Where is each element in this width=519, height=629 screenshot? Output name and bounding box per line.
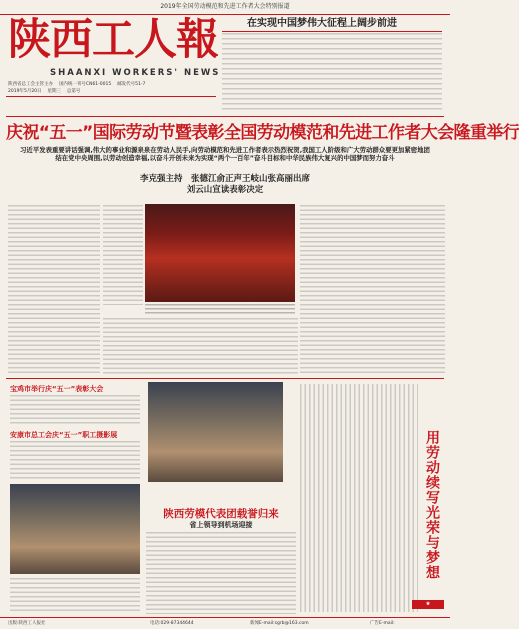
footer-ads: 广告E-mail:	[370, 621, 395, 626]
top-story-rule	[222, 31, 442, 32]
lead-photo	[145, 204, 295, 302]
newspaper-logo: 陕西工人報	[8, 15, 218, 65]
side-box-2-title: 安康市总工会庆“五一”职工摄影展	[10, 431, 118, 439]
info-1: 陕西省总工会主管主办	[8, 82, 53, 87]
footer-left: 出版:陕西工人报社	[8, 621, 46, 626]
masthead-info	[8, 81, 213, 95]
byline-1: 李克强主持 张德江俞正声王岐山张高丽出席	[139, 174, 310, 184]
footer	[0, 617, 450, 629]
top-story-body	[222, 33, 442, 113]
column-title: 用劳动续写光荣与梦想	[424, 430, 440, 580]
side-box-1-title: 宝鸡市举行庆“五一”表彰大会	[10, 385, 104, 393]
logo-subtitle: SHAANXI WORKERS' NEWS	[50, 68, 221, 78]
side-photo-caption	[10, 578, 140, 614]
side-box-1-body	[10, 395, 140, 425]
footer-center: 电话:029-87344644	[150, 621, 194, 626]
lead-subheadline: 习近平发表重要讲话强调,伟大的事业和源泉泉在劳动人民手,向劳动模范和先进工作者表示热烈祝贺,我国工人阶级和广大劳动群众要更加紧密地团结在党中央周围,以劳动创造幸福,以奋斗开创未来为实现“两个一百年”奋斗目标和中华民族伟大复兴的中国梦而努力奋斗	[20, 146, 430, 162]
lead-body-col-mid	[103, 318, 298, 375]
lead-body-col-right	[300, 205, 445, 375]
feature-photo	[148, 382, 283, 482]
lead-photo-caption	[145, 304, 295, 314]
info-4: 2019年5月20日	[8, 89, 42, 94]
side-box-2-body	[10, 441, 140, 479]
lead-headline: 庆祝“五一”国际劳动节暨表彰全国劳动模范和先进工作者大会隆重举行	[6, 123, 519, 143]
top-story-headline: 在实现中国梦伟大征程上阔步前进	[247, 18, 397, 29]
lead-divider	[6, 116, 444, 117]
footer-right[interactable]: 新闻E-mail:sgrb@163.com	[250, 621, 309, 626]
feature-body	[146, 532, 296, 614]
column-logo: ★	[412, 600, 444, 609]
feature-title: 陕西劳模代表团载誉归来	[163, 508, 279, 520]
info-5: 星期三	[47, 89, 61, 94]
column-body	[300, 384, 418, 612]
lead-body-col-2	[103, 205, 143, 305]
feature-subtitle: 省上领导到机场迎接	[189, 521, 253, 529]
top-slogan: 2019年全国劳动模范和先进工作者大会特别报道	[160, 3, 290, 10]
info-2: 国内统一刊号CN61-0015	[58, 82, 112, 87]
byline-2: 刘云山宣读表彰决定	[186, 185, 264, 195]
side-photo	[10, 484, 140, 574]
masthead-divider	[6, 96, 216, 97]
lead-bylines	[100, 174, 350, 196]
mid-divider	[6, 378, 444, 379]
info-3: 邮发代号51-7	[117, 82, 146, 87]
lead-body-col-1	[8, 205, 100, 375]
info-6: 总第号	[66, 89, 81, 94]
